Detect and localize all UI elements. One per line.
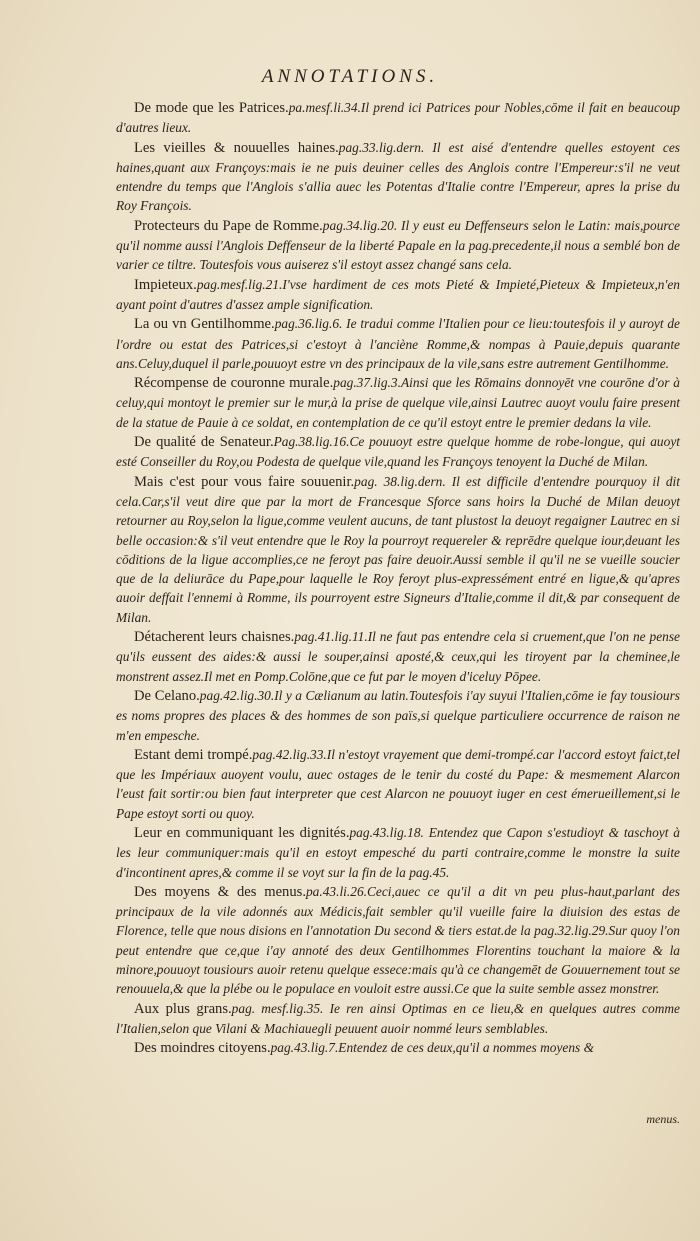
annotation-entry bbox=[116, 373, 680, 432]
annotation-gloss: pag.43.lig.18. Entendez que Capon s'estudioyt & taschoyt à les leur communiquer:mais qu'il en estoyt empesché du parti contraire,comme le monstre la suite d'incontinent apres,& comme il se voyt sur la fin de la pag.45. bbox=[116, 824, 680, 880]
annotation-entry bbox=[116, 138, 680, 216]
annotation-entry bbox=[116, 882, 680, 999]
annotation-lemma: Les vieilles & nouuelles haines. bbox=[134, 139, 339, 156]
annotation-lemma: De qualité de Senateur. bbox=[134, 434, 274, 451]
annotation-lemma: Récompense de couronne murale. bbox=[134, 375, 334, 392]
annotation-gloss: pa.mesf.li.34.Il prend ici Patrices pour Nobles,cōme il fait en beaucoup d'autres lieux. bbox=[116, 100, 680, 136]
annotation-gloss: pag.mesf.lig.21.I'vse hardiment de ces mots Pieté & Impieté,Pieteux & Impieteux,n'en ayant point d'autres d'assez ample signification. bbox=[116, 276, 680, 312]
annotation-gloss: Pag.38.lig.16.Ce pouuoyt estre quelque homme de robe-longue, qui auoyt esté Conseiller du Roy,ou Podesta de quelque vile,quand les Françoys tenoyent la Duché de Milan. bbox=[116, 434, 680, 470]
annotation-gloss: pag.37.lig.3.Ainsi que les Rōmains donnoyēt vne courōne d'or à celuy,qui montoyt le premier sur le mur,à la prise de quelque vile,ainsi Lautrec auoyt voulu faire present de la statue de Pauie à ce soldat, en contemplation de ce qu'il estoyt entre le premier dedans la vile. bbox=[116, 375, 681, 430]
annotation-entry bbox=[116, 98, 680, 138]
annotation-lemma: Mais c'est pour vous faire souuenir. bbox=[134, 473, 355, 490]
annotation-gloss: pag.41.lig.11.Il ne faut pas entendre cela si cruement,que l'on ne pense qu'ils eussent des aides:& aussi le souper,ainsi aposté,& ceux,qui les tiroyent par la cheminee,le monstrent assez.Il met en Pomp.Colōne,que ce fut par le moyen d'iceluy Pōpee. bbox=[116, 629, 680, 684]
annotation-entry bbox=[116, 275, 680, 315]
annotation-gloss: pa.43.li.26.Ceci,auec ce qu'il a dit vn peu plus-haut,parlant des principaux de la vile adonnés aux Médicis,fait sembler qu'il vueille faire la diuision des estas de Florence, telle que nous disions en l'annotation Du second & tiers estat.de la pag.32.lig.29.Sur quoy l'on peut entendre que ce,que i'ay annoté des deux Gentilhommes Florentins touchant la maiore & la minore,pouuoyt tousiours auoir retenu quelque essece:mais qu'à ce changemēt de Gouuernement tout se renouuela,& que la plébe ou le populace en vouloit estre aussi.Ce que la suite semble assez monstrer. bbox=[116, 883, 680, 997]
annotation-entry bbox=[116, 745, 680, 823]
annotation-entry bbox=[116, 432, 680, 472]
annotation-entry bbox=[116, 472, 680, 627]
annotation-gloss: pag. 38.lig.dern. Il est difficile d'entendre pourquoy il dit cela.Car,s'il veut dire que par la mort de Francesque Sforce sans hoirs la Duché de Milan deuoyt retourner au Roy,selon la ligue,comme veulent aucuns, de tant plustost la deuoyt regaigner Lautrec en si belle occasion:& s'il veut entendre que le Roy la pourroyt requereler & reprēdre quelque iour,deuant les cōditions de la ligue accomplies,ce ne feroyt pas faire deuoir.Aussi semble il qu'il ne se vueille soucier que de la deliurāce du Pape,pour laquelle le Roy feroyt plus-expressément entré en ligue,& qu'apres auoir deffait l'ennemi à Romme, ils pourroyent estre Signeurs d'Italie,comme il dit,& par consequent de Milan. bbox=[116, 473, 680, 625]
annotation-gloss: pag.34.lig.20. Il y eust eu Deffenseurs selon le Latin: mais,pource qu'il nomme aussi l'Anglois Deffenseur de la liberté Papale en la pag.precedente,il nous a semblé bon de varier ce tiltre. Toutesfois vous auiserez s'il estoyt assez changé sans cela. bbox=[116, 217, 680, 273]
annotation-lemma: Leur en communiquant les dignités. bbox=[134, 824, 350, 841]
catchword: menus. bbox=[646, 1112, 680, 1126]
annotation-gloss: pag.36.lig.6. Ie tradui comme l'Italien pour ce lieu:toutesfois il y auroyt de l'ordre ou estat des Patrices,si c'estoyt à l'anciène Romme,& nompas à Pauie,depuis quarante ans.Celuy,duquel il parle,pouuoyt estre vn des principaux de la vile,sans estre autrement Gentilhomme. bbox=[116, 316, 680, 371]
annotation-lemma: Impieteux. bbox=[134, 276, 197, 293]
annotation-gloss: pag.43.lig.7.Entendez de ces deux,qu'il a nommes moyens & bbox=[270, 1040, 595, 1056]
annotation-lemma: Estant demi trompé. bbox=[134, 746, 253, 763]
annotation-gloss: pag.42.lig.30.Il y a Cælianum au latin.Toutesfois i'ay suyui l'Italien,cōme ie fay tousiours es noms propres des places & des hommes de son païs,si quelque particuliere occurrence de raison ne m'en empesche. bbox=[116, 687, 680, 743]
annotation-gloss: pag.33.lig.dern. Il est aisé d'entendre quelles estoyent ces haines,quant aux Françoys:mais ie ne puis deuiner celles des Anglois contre l'Empereur:s'il ne veut entendre du temps que l'Anglois s'allia auec les Potentas d'Italie contre l'Empereur, apres la prise du Roy François. bbox=[116, 139, 680, 214]
annotation-entry bbox=[116, 686, 680, 745]
annotations-body bbox=[116, 98, 680, 1059]
annotation-lemma: Des moyens & des menus. bbox=[134, 883, 306, 900]
annotation-entry bbox=[116, 823, 680, 882]
page-header: ANNOTATIONS. bbox=[261, 66, 439, 87]
annotation-entry bbox=[116, 1038, 680, 1058]
annotation-entry bbox=[116, 216, 680, 275]
annotation-gloss: pag.42.lig.33.Il n'estoyt vrayement que demi-trompé.car l'accord estoyt faict,tel que les Impériaux auoyent voulu, auec ostages de le tenir du costé du Pape: & mesmement Alarcon l'eust fait sortir:ou bien faut interpreter que cest Alarcon ne pouuoyt iuger en cest émerueillement,si le Pape estoyt sorti ou quoy. bbox=[116, 746, 680, 821]
annotation-entry bbox=[116, 314, 680, 373]
annotation-gloss: pag. mesf.lig.35. Ie ren ainsi Optimas en ce lieu,& en quelques autres comme l'Italien,selon que Vilani & Machiauegli peuuent auoir nommé leurs semblables. bbox=[116, 1000, 680, 1036]
annotation-lemma: Détacherent leurs chaisnes. bbox=[134, 629, 295, 646]
annotation-lemma: Protecteurs du Pape de Romme. bbox=[134, 217, 323, 234]
annotation-lemma: De mode que les Patrices. bbox=[134, 100, 289, 116]
annotation-lemma: Aux plus grans. bbox=[134, 1000, 232, 1017]
annotation-lemma: La ou vn Gentilhomme. bbox=[134, 316, 275, 333]
annotation-lemma: De Celano. bbox=[134, 687, 200, 704]
annotation-entry bbox=[116, 999, 680, 1039]
annotation-lemma: Des moindres citoyens. bbox=[134, 1040, 271, 1057]
annotation-entry bbox=[116, 627, 680, 686]
